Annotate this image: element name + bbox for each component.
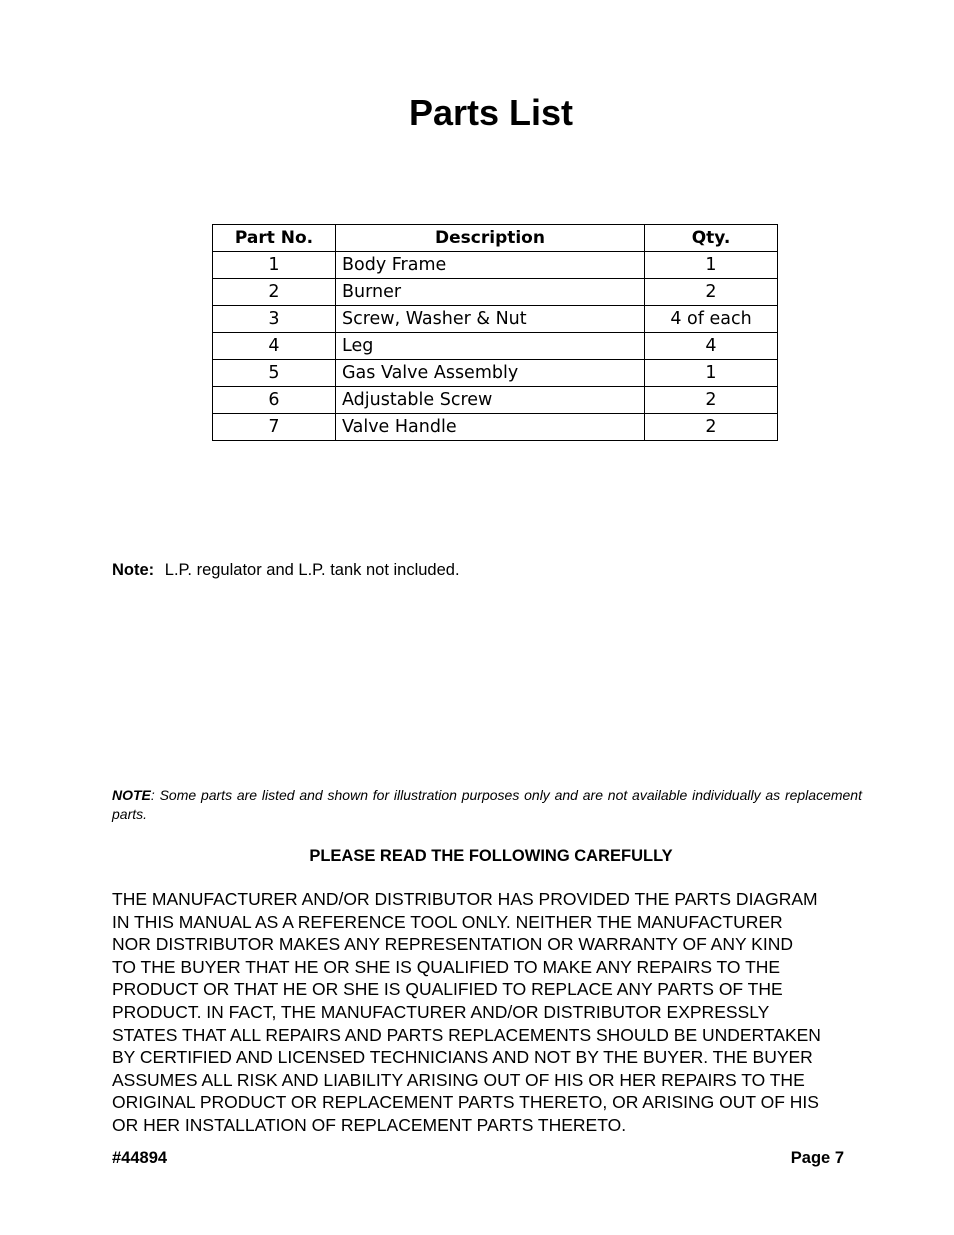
part-number-cell: 3 [213, 306, 336, 333]
qty-cell: 4 [645, 333, 778, 360]
description-cell: Adjustable Screw [336, 387, 645, 414]
table-row [213, 333, 778, 360]
part-number-cell: 4 [213, 333, 336, 360]
qty-cell: 1 [645, 360, 778, 387]
disclaimer-line: IN THIS MANUAL AS A REFERENCE TOOL ONLY. NEITHER THE MANUFACTURER [112, 911, 783, 932]
parts-table [212, 224, 778, 441]
note2-text: : Some parts are listed and shown for illustration purposes only and are not available individually as replacement parts. [112, 787, 862, 822]
qty-cell: 4 of each [645, 306, 778, 333]
part-number-cell: 1 [213, 252, 336, 279]
disclaimer-line: BY CERTIFIED AND LICENSED TECHNICIANS AND NOT BY THE BUYER. THE BUYER [112, 1047, 813, 1068]
column-header-description: Description [336, 225, 645, 252]
table-row [213, 414, 778, 441]
description-cell: Burner [336, 279, 645, 306]
item-number: #44894 [112, 1149, 168, 1167]
disclaimer-line: STATES THAT ALL REPAIRS AND PARTS REPLACEMENTS SHOULD BE UNDERTAKEN [112, 1024, 821, 1045]
table-row [213, 252, 778, 279]
disclaimer-line: PRODUCT OR THAT HE OR SHE IS QUALIFIED TO REPLACE ANY PARTS OF THE [112, 979, 783, 1000]
disclaimer-line: ASSUMES ALL RISK AND LIABILITY ARISING OUT OF HIS OR HER REPAIRS TO THE [112, 1069, 805, 1090]
disclaimer-line: ORIGINAL PRODUCT OR REPLACEMENT PARTS THERETO, OR ARISING OUT OF HIS [112, 1092, 819, 1113]
disclaimer-line: PRODUCT. IN FACT, THE MANUFACTURER AND/OR DISTRIBUTOR EXPRESSLY [112, 1001, 770, 1022]
note2-label: NOTE [112, 787, 151, 803]
table-row [213, 360, 778, 387]
part-number-cell: 7 [213, 414, 336, 441]
table-row [213, 279, 778, 306]
disclaimer-heading: PLEASE READ THE FOLLOWING CAREFULLY [309, 847, 673, 865]
qty-cell: 2 [645, 387, 778, 414]
table-row [213, 387, 778, 414]
part-number-cell: 5 [213, 360, 336, 387]
disclaimer-line: OR HER INSTALLATION OF REPLACEMENT PARTS THERETO. [112, 1114, 627, 1135]
description-cell: Body Frame [336, 252, 645, 279]
qty-cell: 2 [645, 414, 778, 441]
inclusion-note [112, 561, 460, 580]
table-header-row [213, 225, 778, 252]
page-title: Parts List [408, 92, 574, 133]
note-label: Note: [112, 561, 155, 579]
description-cell: Valve Handle [336, 414, 645, 441]
description-cell: Screw, Washer & Nut [336, 306, 645, 333]
part-number-cell: 6 [213, 387, 336, 414]
illustration-note [112, 786, 862, 824]
disclaimer-line: TO THE BUYER THAT HE OR SHE IS QUALIFIED TO MAKE ANY REPAIRS TO THE [112, 956, 781, 977]
column-header-part-no: Part No. [213, 225, 336, 252]
note-text: L.P. regulator and L.P. tank not included. [164, 561, 460, 579]
disclaimer-line: THE MANUFACTURER AND/OR DISTRIBUTOR HAS PROVIDED THE PARTS DIAGRAM [112, 889, 818, 909]
column-header-qty: Qty. [645, 225, 778, 252]
qty-cell: 2 [645, 279, 778, 306]
page-number: Page 7 [790, 1149, 844, 1167]
description-cell: Leg [336, 333, 645, 360]
table-row [213, 306, 778, 333]
disclaimer-line: NOR DISTRIBUTOR MAKES ANY REPRESENTATION OR WARRANTY OF ANY KIND [112, 934, 793, 955]
qty-cell: 1 [645, 252, 778, 279]
part-number-cell: 2 [213, 279, 336, 306]
description-cell: Gas Valve Assembly [336, 360, 645, 387]
disclaimer-text [112, 888, 872, 1137]
